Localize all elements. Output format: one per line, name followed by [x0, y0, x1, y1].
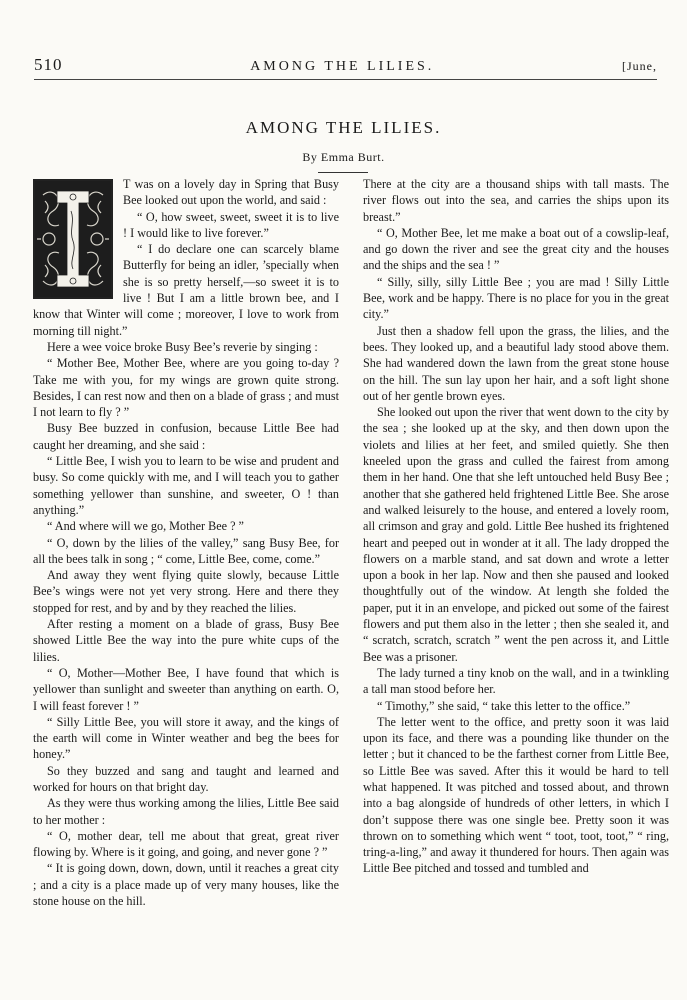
- paragraph: As they were thus working among the lilies, Little Bee said to her mother :: [33, 796, 339, 827]
- right-column: [363, 176, 669, 877]
- paragraph: “ And where will we go, Mother Bee ? ”: [47, 519, 244, 534]
- running-header: [34, 55, 657, 80]
- paragraph: “ Silly Little Bee, you will store it away, and the kings of the earth will come in Winter weather and beg the bees for honey.”: [33, 714, 339, 762]
- paragraph: “ Mother Bee, Mother Bee, where are you going to-day ? Take me with you, for my wings are grown quite strong. Besides, I can rest now and then on a blade of grass ; and must I not learn to fly ? ”: [33, 356, 339, 420]
- paragraph: “ I do declare one can scarcely blame Butterfly for being an idler, ’specially when she is so pretty herself,—so sweet it is to live ! But I am a little brown bee, and I know that Winter will come ; moreover, I love to work from morning till night.”: [33, 242, 339, 338]
- byline-rule: [318, 172, 368, 173]
- paragraph: She looked out upon the river that went down to the city by the sea ; she looked up at the sky, and then down upon the violets and lilies at her feet, and smiled quietly. She then kneeled upon the grass and culled the fairest from among them in her hand. One that she left untouched held Busy Bee ; another that she gathered held frightened Little Bee. She arose and walked leisurely to the house, and entered a lovely room, all crimson and gray and gold. Little Bee hushed its frightened heart and peeped out in wonder at it all. The lady dropped the flowers on a marble stand, and sat down and wrote a letter upon a book in her lap. Now and then she paused and looked thoughtfully out of the window. At length she folded the paper, put it in an envelope, and picked out some of the fairest flowers and put them also in the letter ; then she sealed it, and “ scratch, scratch, scratch ” went the pen across it, and Little Bee was a prisoner.: [363, 405, 669, 664]
- paragraph: The letter went to the office, and pretty soon it was laid upon its face, and there was a pounding like thunder on the letter ; but it chanced to be the farthest corner from Little Bee, so Little Bee was saved. After this it would be hard to tell what happened. It was pitched and tossed about, and thrown into a bag alongside of hundreds of other letters, in which I don’t suppose there was one single bee. Pretty soon it was thrown on to something which went “ toot, toot, toot,” “ ring, tring-a-ling,” and away it thundered for hours. Then again was Little Bee pitched and tossed and tumbled and: [363, 714, 669, 876]
- paragraph: So they buzzed and sang and taught and learned and worked for hours on that bright day.: [33, 763, 339, 794]
- paragraph: “ O, Mother Bee, let me make a boat out of a cowslip-leaf, and go down the river and see the great city and the houses and the ships and the sea ! ”: [363, 225, 669, 273]
- ornamental-dropcap-icon: [33, 179, 113, 299]
- paragraph: “ Timothy,” she said, “ take this letter to the office.”: [377, 698, 631, 713]
- paragraph: “ Silly, silly, silly Little Bee ; you are mad ! Silly Little Bee, work and be happy. There is no place for you in the great city.”: [363, 274, 669, 322]
- paragraph: After resting a moment on a blade of grass, Busy Bee showed Little Bee the way into the pure white cups of the lilies.: [33, 617, 339, 664]
- paragraph: Here a wee voice broke Busy Bee’s reverie by singing :: [47, 339, 318, 354]
- paragraph: And away they went flying quite slowly, because Little Bee’s wings were not yet very strong. Here and there they stopped for rest, and by and by they reached the lilies.: [33, 568, 339, 615]
- paragraph: “ O, mother dear, tell me about that great, great river flowing by. Where is it going, and going, and never gone ? ”: [33, 828, 339, 860]
- running-month: [June,: [622, 59, 657, 73]
- page-number: 510: [34, 55, 63, 74]
- paragraph: “ O, down by the lilies of the valley,” sang Busy Bee, for all the bees talk in song ; “ come, Little Bee, come, come.”: [33, 535, 339, 566]
- paragraph: Just then a shadow fell upon the grass, the lilies, and the bees. They looked up, and a beautiful lady stood above them. She had wandered down the lawn from the great stone house on the hill. The sun lay upon her hair, and a soft light shone out of her gentle brown eyes.: [363, 323, 669, 403]
- article-title: AMONG THE LILIES.: [245, 118, 442, 137]
- paragraph: “ O, how sweet, sweet, sweet it is to live ! I would like to live forever.”: [123, 209, 339, 240]
- paragraph: “ O, Mother—Mother Bee, I have found that which is yellower than sunlight and sweeter than anything on earth. O, I will feast forever ! ”: [33, 665, 339, 713]
- article-byline: By Emma Burt.: [302, 150, 385, 164]
- paragraph: T was on a lovely day in Spring that Busy Bee looked out upon the world, and said :: [123, 177, 339, 208]
- left-column: [33, 176, 339, 909]
- paragraph: Busy Bee buzzed in confusion, because Little Bee had caught her dreaming, and she said :: [33, 421, 339, 452]
- paragraph: “ Little Bee, I wish you to learn to be wise and prudent and busy. So come quickly with me, and I will teach you to gather something yellower than sunshine, and sweeter, O ! than anything.”: [33, 454, 339, 517]
- paragraph: The lady turned a tiny knob on the wall, and in a twinkling a tall man stood before her.: [363, 665, 669, 697]
- running-title: AMONG THE LILIES.: [250, 59, 435, 74]
- paragraph: There at the city are a thousand ships with tall masts. The river flows out into the sea, and carries the ships upon its breast.”: [363, 177, 669, 224]
- paragraph: “ It is going down, down, down, until it reaches a great city ; and a city is a place made up of very many houses, like the stone house on the hill.: [33, 861, 339, 909]
